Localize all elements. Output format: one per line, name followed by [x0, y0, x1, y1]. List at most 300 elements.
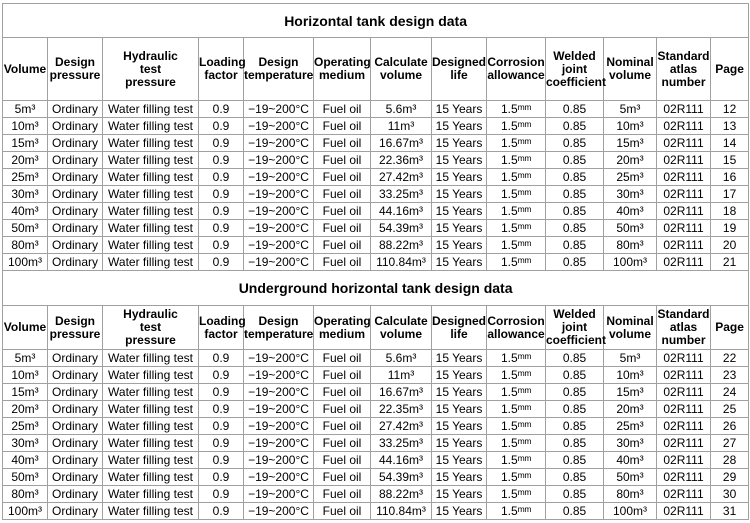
cell-calculate-volume: 54.39m³ — [371, 220, 432, 237]
cell-loading-factor: 0.9 — [199, 401, 244, 418]
corrosion-allowance-unit: mm — [517, 204, 532, 214]
cell-page: 19 — [711, 220, 749, 237]
cell-design-temperature: −19~200°C — [244, 435, 314, 452]
cell-volume: 5m³ — [3, 350, 48, 367]
cell-page: 20 — [711, 237, 749, 254]
table-title: Horizontal tank design data — [3, 4, 749, 38]
cell-hydraulic-test-pressure: Water filling test — [103, 384, 199, 401]
cell-designed-life: 15 Years — [432, 101, 487, 118]
corrosion-allowance-unit: mm — [517, 368, 532, 378]
table-row — [3, 118, 749, 135]
cell-design-pressure: Ordinary — [48, 401, 103, 418]
cell-hydraulic-test-pressure: Water filling test — [103, 203, 199, 220]
cell-volume: 80m³ — [3, 237, 48, 254]
corrosion-allowance-unit: mm — [517, 419, 532, 429]
cell-nominal-volume: 50m³ — [604, 469, 657, 486]
cell-design-pressure: Ordinary — [48, 101, 103, 118]
table-row — [3, 203, 749, 220]
cell-standard-atlas-number: 02R111 — [657, 503, 711, 520]
cell-design-temperature: −19~200°C — [244, 401, 314, 418]
column-header-row — [3, 306, 749, 350]
corrosion-allowance-unit: mm — [517, 238, 532, 248]
header-corrosion-allowance: Corrosion allowance — [487, 38, 546, 101]
cell-calculate-volume: 110.84m³ — [371, 254, 432, 271]
cell-hydraulic-test-pressure: Water filling test — [103, 452, 199, 469]
cell-calculate-volume: 22.35m³ — [371, 401, 432, 418]
cell-loading-factor: 0.9 — [199, 418, 244, 435]
cell-nominal-volume: 80m³ — [604, 237, 657, 254]
cell-calculate-volume: 11m³ — [371, 367, 432, 384]
cell-calculate-volume: 88.22m³ — [371, 237, 432, 254]
corrosion-allowance-unit: mm — [517, 453, 532, 463]
cell-volume: 20m³ — [3, 401, 48, 418]
cell-designed-life: 15 Years — [432, 186, 487, 203]
cell-nominal-volume: 25m³ — [604, 169, 657, 186]
cell-design-temperature: −19~200°C — [244, 367, 314, 384]
header-page: Page — [711, 38, 749, 101]
cell-design-temperature: −19~200°C — [244, 486, 314, 503]
cell-loading-factor: 0.9 — [199, 503, 244, 520]
cell-designed-life: 15 Years — [432, 237, 487, 254]
cell-calculate-volume: 44.16m³ — [371, 452, 432, 469]
cell-operating-medium: Fuel oil — [314, 237, 371, 254]
cell-welded-joint-coefficient: 0.85 — [546, 254, 604, 271]
corrosion-allowance-value: 1.5 — [500, 436, 518, 450]
cell-operating-medium: Fuel oil — [314, 118, 371, 135]
cell-design-temperature: −19~200°C — [244, 220, 314, 237]
cell-loading-factor: 0.9 — [199, 254, 244, 271]
cell-corrosion-allowance — [487, 469, 546, 486]
cell-standard-atlas-number: 02R111 — [657, 469, 711, 486]
cell-design-temperature: −19~200°C — [244, 186, 314, 203]
cell-operating-medium: Fuel oil — [314, 486, 371, 503]
cell-hydraulic-test-pressure: Water filling test — [103, 118, 199, 135]
cell-corrosion-allowance — [487, 350, 546, 367]
cell-loading-factor: 0.9 — [199, 367, 244, 384]
cell-design-temperature: −19~200°C — [244, 203, 314, 220]
cell-corrosion-allowance — [487, 367, 546, 384]
corrosion-allowance-value: 1.5 — [500, 385, 518, 399]
cell-operating-medium: Fuel oil — [314, 203, 371, 220]
header-hydraulic-test-pressure: Hydraulic test pressure — [103, 306, 199, 350]
cell-standard-atlas-number: 02R111 — [657, 220, 711, 237]
cell-design-temperature: −19~200°C — [244, 418, 314, 435]
corrosion-allowance-unit: mm — [517, 385, 532, 395]
cell-welded-joint-coefficient: 0.85 — [546, 384, 604, 401]
cell-design-temperature: −19~200°C — [244, 503, 314, 520]
cell-design-temperature: −19~200°C — [244, 135, 314, 152]
corrosion-allowance-value: 1.5 — [500, 368, 518, 382]
cell-loading-factor: 0.9 — [199, 169, 244, 186]
cell-volume: 80m³ — [3, 486, 48, 503]
cell-volume: 40m³ — [3, 203, 48, 220]
cell-standard-atlas-number: 02R111 — [657, 350, 711, 367]
cell-nominal-volume: 100m³ — [604, 503, 657, 520]
cell-designed-life: 15 Years — [432, 435, 487, 452]
cell-nominal-volume: 40m³ — [604, 203, 657, 220]
cell-welded-joint-coefficient: 0.85 — [546, 350, 604, 367]
cell-designed-life: 15 Years — [432, 203, 487, 220]
cell-welded-joint-coefficient: 0.85 — [546, 135, 604, 152]
cell-page: 22 — [711, 350, 749, 367]
cell-volume: 20m³ — [3, 152, 48, 169]
cell-volume: 100m³ — [3, 503, 48, 520]
cell-corrosion-allowance — [487, 237, 546, 254]
table-title-row — [3, 271, 749, 306]
cell-corrosion-allowance — [487, 418, 546, 435]
cell-hydraulic-test-pressure: Water filling test — [103, 435, 199, 452]
cell-operating-medium: Fuel oil — [314, 350, 371, 367]
corrosion-allowance-value: 1.5 — [500, 119, 518, 133]
cell-operating-medium: Fuel oil — [314, 367, 371, 384]
cell-designed-life: 15 Years — [432, 486, 487, 503]
header-page: Page — [711, 306, 749, 350]
cell-designed-life: 15 Years — [432, 254, 487, 271]
cell-hydraulic-test-pressure: Water filling test — [103, 486, 199, 503]
header-calculate-volume: Calculate volume — [371, 38, 432, 101]
corrosion-allowance-unit: mm — [517, 136, 532, 146]
cell-design-pressure: Ordinary — [48, 152, 103, 169]
cell-corrosion-allowance — [487, 101, 546, 118]
corrosion-allowance-value: 1.5 — [500, 102, 518, 116]
cell-hydraulic-test-pressure: Water filling test — [103, 186, 199, 203]
cell-designed-life: 15 Years — [432, 118, 487, 135]
corrosion-allowance-unit: mm — [517, 436, 532, 446]
cell-calculate-volume: 16.67m³ — [371, 384, 432, 401]
cell-hydraulic-test-pressure: Water filling test — [103, 503, 199, 520]
header-volume: Volume — [3, 306, 48, 350]
corrosion-allowance-unit: mm — [517, 255, 532, 265]
cell-volume: 10m³ — [3, 367, 48, 384]
cell-design-pressure: Ordinary — [48, 418, 103, 435]
cell-nominal-volume: 5m³ — [604, 101, 657, 118]
corrosion-allowance-unit: mm — [517, 221, 532, 231]
cell-design-pressure: Ordinary — [48, 169, 103, 186]
cell-loading-factor: 0.9 — [199, 452, 244, 469]
corrosion-allowance-value: 1.5 — [500, 487, 518, 501]
cell-welded-joint-coefficient: 0.85 — [546, 401, 604, 418]
table-title-row — [3, 4, 749, 38]
corrosion-allowance-value: 1.5 — [500, 136, 518, 150]
cell-page: 13 — [711, 118, 749, 135]
header-nominal-volume: Nominal volume — [604, 306, 657, 350]
cell-hydraulic-test-pressure: Water filling test — [103, 135, 199, 152]
cell-design-temperature: −19~200°C — [244, 469, 314, 486]
cell-designed-life: 15 Years — [432, 401, 487, 418]
cell-hydraulic-test-pressure: Water filling test — [103, 237, 199, 254]
table-row — [3, 435, 749, 452]
cell-design-pressure: Ordinary — [48, 384, 103, 401]
cell-welded-joint-coefficient: 0.85 — [546, 186, 604, 203]
cell-hydraulic-test-pressure: Water filling test — [103, 418, 199, 435]
cell-welded-joint-coefficient: 0.85 — [546, 367, 604, 384]
cell-calculate-volume: 27.42m³ — [371, 169, 432, 186]
header-corrosion-allowance: Corrosion allowance — [487, 306, 546, 350]
header-welded-joint-coefficient: Welded joint coefficient — [546, 306, 604, 350]
cell-hydraulic-test-pressure: Water filling test — [103, 220, 199, 237]
cell-standard-atlas-number: 02R111 — [657, 169, 711, 186]
corrosion-allowance-unit: mm — [517, 102, 532, 112]
corrosion-allowance-unit: mm — [517, 487, 532, 497]
cell-corrosion-allowance — [487, 186, 546, 203]
cell-designed-life: 15 Years — [432, 384, 487, 401]
cell-loading-factor: 0.9 — [199, 384, 244, 401]
cell-operating-medium: Fuel oil — [314, 254, 371, 271]
cell-nominal-volume: 25m³ — [604, 418, 657, 435]
table-row — [3, 101, 749, 118]
cell-calculate-volume: 44.16m³ — [371, 203, 432, 220]
cell-page: 16 — [711, 169, 749, 186]
cell-volume: 50m³ — [3, 469, 48, 486]
cell-hydraulic-test-pressure: Water filling test — [103, 367, 199, 384]
cell-operating-medium: Fuel oil — [314, 101, 371, 118]
corrosion-allowance-value: 1.5 — [500, 402, 518, 416]
cell-welded-joint-coefficient: 0.85 — [546, 418, 604, 435]
cell-volume: 10m³ — [3, 118, 48, 135]
cell-loading-factor: 0.9 — [199, 135, 244, 152]
cell-calculate-volume: 33.25m³ — [371, 186, 432, 203]
cell-page: 24 — [711, 384, 749, 401]
cell-designed-life: 15 Years — [432, 469, 487, 486]
table-row — [3, 367, 749, 384]
cell-welded-joint-coefficient: 0.85 — [546, 486, 604, 503]
cell-page: 28 — [711, 452, 749, 469]
header-volume: Volume — [3, 38, 48, 101]
cell-volume: 100m³ — [3, 254, 48, 271]
cell-design-temperature: −19~200°C — [244, 452, 314, 469]
cell-loading-factor: 0.9 — [199, 203, 244, 220]
cell-standard-atlas-number: 02R111 — [657, 401, 711, 418]
cell-design-pressure: Ordinary — [48, 203, 103, 220]
corrosion-allowance-value: 1.5 — [500, 238, 518, 252]
cell-page: 27 — [711, 435, 749, 452]
cell-design-temperature: −19~200°C — [244, 237, 314, 254]
cell-welded-joint-coefficient: 0.85 — [546, 237, 604, 254]
cell-operating-medium: Fuel oil — [314, 152, 371, 169]
cell-standard-atlas-number: 02R111 — [657, 486, 711, 503]
cell-volume: 5m³ — [3, 101, 48, 118]
table-row — [3, 384, 749, 401]
table-row — [3, 350, 749, 367]
cell-loading-factor: 0.9 — [199, 152, 244, 169]
header-designed-life: Designed life — [432, 38, 487, 101]
cell-loading-factor: 0.9 — [199, 237, 244, 254]
corrosion-allowance-unit: mm — [517, 153, 532, 163]
cell-page: 21 — [711, 254, 749, 271]
cell-operating-medium: Fuel oil — [314, 169, 371, 186]
cell-designed-life: 15 Years — [432, 418, 487, 435]
underground-horizontal-tank-design-table — [2, 270, 749, 520]
cell-hydraulic-test-pressure: Water filling test — [103, 469, 199, 486]
header-designed-life: Designed life — [432, 306, 487, 350]
cell-corrosion-allowance — [487, 401, 546, 418]
cell-design-pressure: Ordinary — [48, 237, 103, 254]
cell-calculate-volume: 16.67m³ — [371, 135, 432, 152]
cell-designed-life: 15 Years — [432, 169, 487, 186]
cell-welded-joint-coefficient: 0.85 — [546, 469, 604, 486]
table-row — [3, 237, 749, 254]
cell-page: 12 — [711, 101, 749, 118]
cell-standard-atlas-number: 02R111 — [657, 435, 711, 452]
cell-design-pressure: Ordinary — [48, 503, 103, 520]
cell-design-pressure: Ordinary — [48, 118, 103, 135]
corrosion-allowance-value: 1.5 — [500, 470, 518, 484]
cell-nominal-volume: 10m³ — [604, 367, 657, 384]
cell-page: 17 — [711, 186, 749, 203]
cell-operating-medium: Fuel oil — [314, 435, 371, 452]
cell-design-pressure: Ordinary — [48, 469, 103, 486]
cell-welded-joint-coefficient: 0.85 — [546, 220, 604, 237]
cell-nominal-volume: 80m³ — [604, 486, 657, 503]
horizontal-tank-design-table — [2, 3, 749, 271]
cell-design-pressure: Ordinary — [48, 350, 103, 367]
cell-corrosion-allowance — [487, 203, 546, 220]
header-nominal-volume: Nominal volume — [604, 38, 657, 101]
cell-volume: 30m³ — [3, 435, 48, 452]
cell-welded-joint-coefficient: 0.85 — [546, 503, 604, 520]
header-hydraulic-test-pressure: Hydraulic test pressure — [103, 38, 199, 101]
cell-corrosion-allowance — [487, 452, 546, 469]
header-calculate-volume: Calculate volume — [371, 306, 432, 350]
cell-operating-medium: Fuel oil — [314, 220, 371, 237]
cell-nominal-volume: 15m³ — [604, 135, 657, 152]
header-welded-joint-coefficient: Welded joint coefficient — [546, 38, 604, 101]
corrosion-allowance-unit: mm — [517, 119, 532, 129]
cell-design-temperature: −19~200°C — [244, 101, 314, 118]
cell-volume: 15m³ — [3, 384, 48, 401]
cell-design-pressure: Ordinary — [48, 254, 103, 271]
cell-design-pressure: Ordinary — [48, 186, 103, 203]
cell-volume: 25m³ — [3, 169, 48, 186]
tank-design-data-sheet — [2, 3, 748, 520]
cell-corrosion-allowance — [487, 254, 546, 271]
cell-loading-factor: 0.9 — [199, 186, 244, 203]
table-row — [3, 254, 749, 271]
cell-corrosion-allowance — [487, 220, 546, 237]
cell-calculate-volume: 110.84m³ — [371, 503, 432, 520]
corrosion-allowance-value: 1.5 — [500, 419, 518, 433]
cell-standard-atlas-number: 02R111 — [657, 101, 711, 118]
cell-designed-life: 15 Years — [432, 503, 487, 520]
cell-hydraulic-test-pressure: Water filling test — [103, 152, 199, 169]
cell-standard-atlas-number: 02R111 — [657, 367, 711, 384]
table-row — [3, 186, 749, 203]
cell-loading-factor: 0.9 — [199, 118, 244, 135]
cell-page: 26 — [711, 418, 749, 435]
cell-operating-medium: Fuel oil — [314, 186, 371, 203]
cell-standard-atlas-number: 02R111 — [657, 384, 711, 401]
cell-design-temperature: −19~200°C — [244, 384, 314, 401]
cell-nominal-volume: 100m³ — [604, 254, 657, 271]
corrosion-allowance-value: 1.5 — [500, 504, 518, 518]
cell-designed-life: 15 Years — [432, 350, 487, 367]
cell-corrosion-allowance — [487, 118, 546, 135]
header-design-pressure: Design pressure — [48, 306, 103, 350]
cell-welded-joint-coefficient: 0.85 — [546, 152, 604, 169]
cell-nominal-volume: 20m³ — [604, 152, 657, 169]
cell-page: 29 — [711, 469, 749, 486]
cell-page: 14 — [711, 135, 749, 152]
cell-design-temperature: −19~200°C — [244, 169, 314, 186]
cell-operating-medium: Fuel oil — [314, 401, 371, 418]
cell-standard-atlas-number: 02R111 — [657, 237, 711, 254]
table-row — [3, 220, 749, 237]
cell-calculate-volume: 22.36m³ — [371, 152, 432, 169]
cell-corrosion-allowance — [487, 435, 546, 452]
cell-operating-medium: Fuel oil — [314, 469, 371, 486]
cell-nominal-volume: 10m³ — [604, 118, 657, 135]
header-loading-factor: Loading factor — [199, 38, 244, 101]
cell-loading-factor: 0.9 — [199, 469, 244, 486]
cell-page: 31 — [711, 503, 749, 520]
cell-hydraulic-test-pressure: Water filling test — [103, 169, 199, 186]
cell-page: 18 — [711, 203, 749, 220]
cell-design-pressure: Ordinary — [48, 452, 103, 469]
header-standard-atlas-number: Standard atlas number — [657, 306, 711, 350]
cell-loading-factor: 0.9 — [199, 486, 244, 503]
cell-volume: 50m³ — [3, 220, 48, 237]
cell-calculate-volume: 33.25m³ — [371, 435, 432, 452]
cell-volume: 30m³ — [3, 186, 48, 203]
cell-corrosion-allowance — [487, 152, 546, 169]
corrosion-allowance-unit: mm — [517, 402, 532, 412]
cell-standard-atlas-number: 02R111 — [657, 135, 711, 152]
cell-volume: 15m³ — [3, 135, 48, 152]
header-operating-medium: Operating medium — [314, 306, 371, 350]
cell-design-pressure: Ordinary — [48, 220, 103, 237]
cell-calculate-volume: 88.22m³ — [371, 486, 432, 503]
header-operating-medium: Operating medium — [314, 38, 371, 101]
table-row — [3, 503, 749, 520]
corrosion-allowance-value: 1.5 — [500, 170, 518, 184]
cell-standard-atlas-number: 02R111 — [657, 418, 711, 435]
cell-design-temperature: −19~200°C — [244, 118, 314, 135]
cell-corrosion-allowance — [487, 486, 546, 503]
cell-hydraulic-test-pressure: Water filling test — [103, 350, 199, 367]
cell-standard-atlas-number: 02R111 — [657, 203, 711, 220]
cell-nominal-volume: 20m³ — [604, 401, 657, 418]
header-design-temperature: Design temperature — [244, 306, 314, 350]
corrosion-allowance-unit: mm — [517, 470, 532, 480]
cell-welded-joint-coefficient: 0.85 — [546, 452, 604, 469]
cell-standard-atlas-number: 02R111 — [657, 118, 711, 135]
cell-page: 15 — [711, 152, 749, 169]
header-standard-atlas-number: Standard atlas number — [657, 38, 711, 101]
cell-operating-medium: Fuel oil — [314, 418, 371, 435]
cell-volume: 25m³ — [3, 418, 48, 435]
table-row — [3, 152, 749, 169]
cell-calculate-volume: 5.6m³ — [371, 350, 432, 367]
table-row — [3, 469, 749, 486]
cell-welded-joint-coefficient: 0.85 — [546, 203, 604, 220]
table-row — [3, 486, 749, 503]
cell-designed-life: 15 Years — [432, 152, 487, 169]
cell-corrosion-allowance — [487, 169, 546, 186]
cell-standard-atlas-number: 02R111 — [657, 186, 711, 203]
cell-designed-life: 15 Years — [432, 135, 487, 152]
cell-calculate-volume: 27.42m³ — [371, 418, 432, 435]
corrosion-allowance-value: 1.5 — [500, 153, 518, 167]
corrosion-allowance-unit: mm — [517, 504, 532, 514]
header-design-temperature: Design temperature — [244, 38, 314, 101]
cell-design-pressure: Ordinary — [48, 435, 103, 452]
corrosion-allowance-unit: mm — [517, 187, 532, 197]
corrosion-allowance-unit: mm — [517, 351, 532, 361]
cell-volume: 40m³ — [3, 452, 48, 469]
cell-loading-factor: 0.9 — [199, 350, 244, 367]
cell-nominal-volume: 40m³ — [604, 452, 657, 469]
cell-operating-medium: Fuel oil — [314, 135, 371, 152]
